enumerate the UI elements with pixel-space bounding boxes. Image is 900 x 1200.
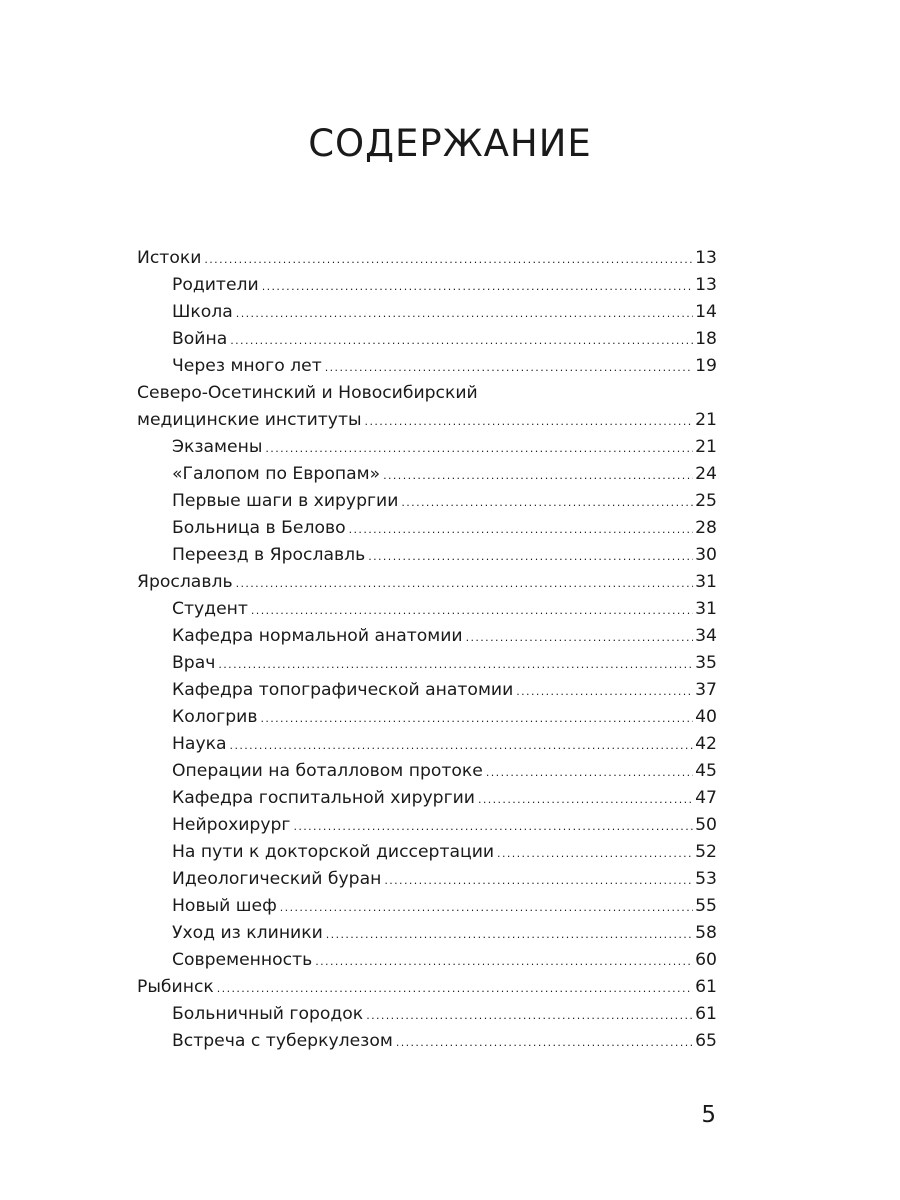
- toc-entry-page: 65: [695, 1031, 717, 1051]
- toc-subentry: [137, 353, 717, 380]
- toc-entry-page: 21: [695, 410, 717, 430]
- toc-entry-label: Северо-Осетинский и Новосибирский: [137, 383, 478, 403]
- toc-entry-page: 31: [695, 572, 717, 592]
- toc-entry-label: Операции на боталловом протоке: [172, 761, 483, 781]
- toc-entry-label: Кафедра топографической анатомии: [172, 680, 514, 700]
- toc-entry-page: 47: [695, 788, 717, 808]
- toc-subentry: [137, 596, 717, 623]
- toc-entry-page: 52: [695, 842, 717, 862]
- toc-subentry: [137, 623, 717, 650]
- toc-entry-page: 21: [695, 437, 717, 457]
- toc-entry: [137, 245, 717, 272]
- toc-entry-label: Врач: [172, 653, 216, 673]
- toc-subentry: [137, 650, 717, 677]
- dot-leader: [251, 597, 693, 623]
- toc-entry-page: 40: [695, 707, 717, 727]
- toc-entry-page: 14: [695, 302, 717, 322]
- toc-subentry: [137, 488, 717, 515]
- toc-entry-page: 13: [695, 275, 717, 295]
- toc-entry-label: Наука: [172, 734, 227, 754]
- toc-entry-label: Кологрив: [172, 707, 258, 727]
- dot-leader: [516, 678, 693, 704]
- toc-entry-label: Истоки: [137, 248, 202, 268]
- dot-leader: [401, 489, 693, 515]
- toc-entry-label: Новый шеф: [172, 896, 277, 916]
- toc-entry-page: 34: [695, 626, 717, 646]
- toc-subentry: [137, 920, 717, 947]
- toc-entry-label: Переезд в Ярославль: [172, 545, 366, 565]
- toc-entry-label: Экзамены: [172, 437, 263, 457]
- toc-entry-label: Первые шаги в хирургии: [172, 491, 399, 511]
- toc-subentry: [137, 434, 717, 461]
- page-title: СОДЕРЖАНИЕ: [308, 122, 592, 165]
- toc-entry-page: 55: [695, 896, 717, 916]
- toc-entry-label: Школа: [172, 302, 233, 322]
- toc-entry-page: 30: [695, 545, 717, 565]
- toc-entry-label: Родители: [172, 275, 259, 295]
- toc-entry-page: 35: [695, 653, 717, 673]
- toc-entry-title-line: [137, 380, 717, 407]
- dot-leader: [217, 975, 693, 1001]
- toc-entry-page: 53: [695, 869, 717, 889]
- toc-subentry: [137, 704, 717, 731]
- toc-entry-label: Рыбинск: [137, 977, 214, 997]
- dot-leader: [218, 651, 693, 677]
- dot-leader: [262, 273, 693, 299]
- toc-entry-page: 25: [695, 491, 717, 511]
- toc-entry-label: Ярославль: [137, 572, 233, 592]
- toc-subentry: [137, 866, 717, 893]
- dot-leader: [349, 516, 693, 542]
- dot-leader: [236, 570, 694, 596]
- dot-leader: [466, 624, 694, 650]
- dot-leader: [265, 435, 693, 461]
- dot-leader: [230, 732, 694, 758]
- toc-entry-label: Идеологический буран: [172, 869, 382, 889]
- toc-entry: [137, 974, 717, 1001]
- dot-leader: [230, 327, 693, 353]
- toc-subentry: [137, 785, 717, 812]
- dot-leader: [293, 813, 693, 839]
- toc-entry-page: 60: [695, 950, 717, 970]
- toc-subentry: [137, 812, 717, 839]
- toc-subentry: [137, 542, 717, 569]
- toc-entry-label: Уход из клиники: [172, 923, 323, 943]
- dot-leader: [368, 543, 693, 569]
- dot-leader: [325, 354, 693, 380]
- toc-subentry: [137, 299, 717, 326]
- toc-entry-label: Через много лет: [172, 356, 322, 376]
- toc-entry-label: «Галопом по Европам»: [172, 464, 381, 484]
- toc-entry-label: Кафедра госпитальной хирургии: [172, 788, 475, 808]
- toc-subentry: [137, 893, 717, 920]
- dot-leader: [315, 948, 693, 974]
- toc-entry-page: 58: [695, 923, 717, 943]
- toc-entry-label: Война: [172, 329, 228, 349]
- toc-entry-page: 28: [695, 518, 717, 538]
- toc-subentry: [137, 839, 717, 866]
- toc-entry-label: Больница в Белово: [172, 518, 346, 538]
- toc-entry-label: медицинские институты: [137, 410, 362, 430]
- toc-entry-label: Встреча с туберкулезом: [172, 1031, 393, 1051]
- toc-entry-page: 24: [695, 464, 717, 484]
- dot-leader: [260, 705, 693, 731]
- toc-entry-page: 19: [695, 356, 717, 376]
- dot-leader: [396, 1029, 693, 1055]
- toc-subentry: [137, 947, 717, 974]
- toc-entry: [137, 407, 717, 434]
- toc-entry: [137, 569, 717, 596]
- toc-entry-page: 31: [695, 599, 717, 619]
- dot-leader: [365, 408, 694, 434]
- page-number: 5: [701, 1102, 716, 1128]
- toc-entry-page: 50: [695, 815, 717, 835]
- dot-leader: [236, 300, 693, 326]
- dot-leader: [478, 786, 693, 812]
- toc-subentry: [137, 461, 717, 488]
- toc-entry-label: Больничный городок: [172, 1004, 364, 1024]
- toc-entry-label: Кафедра нормальной анатомии: [172, 626, 463, 646]
- toc-subentry: [137, 326, 717, 353]
- toc-entry-page: 61: [695, 977, 717, 997]
- toc-subentry: [137, 1001, 717, 1028]
- toc-subentry: [137, 1028, 717, 1055]
- dot-leader: [384, 867, 693, 893]
- toc-subentry: [137, 272, 717, 299]
- toc-subentry: [137, 758, 717, 785]
- toc-entry-label: Современность: [172, 950, 313, 970]
- toc-subentry: [137, 515, 717, 542]
- dot-leader: [497, 840, 693, 866]
- dot-leader: [204, 246, 693, 272]
- dot-leader: [383, 462, 693, 488]
- toc-entry-page: 42: [695, 734, 717, 754]
- dot-leader: [486, 759, 693, 785]
- dot-leader: [280, 894, 693, 920]
- toc-entry-page: 45: [695, 761, 717, 781]
- toc-entry-label: Нейрохирург: [172, 815, 291, 835]
- toc-entry-page: 18: [695, 329, 717, 349]
- dot-leader: [366, 1002, 693, 1028]
- toc-subentry: [137, 731, 717, 758]
- table-of-contents: [137, 245, 717, 1055]
- toc-entry-label: Студент: [172, 599, 248, 619]
- dot-leader: [326, 921, 693, 947]
- toc-entry-label: На пути к докторской диссертации: [172, 842, 495, 862]
- toc-entry-page: 37: [695, 680, 717, 700]
- toc-entry-page: 61: [695, 1004, 717, 1024]
- toc-entry-page: 13: [695, 248, 717, 268]
- toc-subentry: [137, 677, 717, 704]
